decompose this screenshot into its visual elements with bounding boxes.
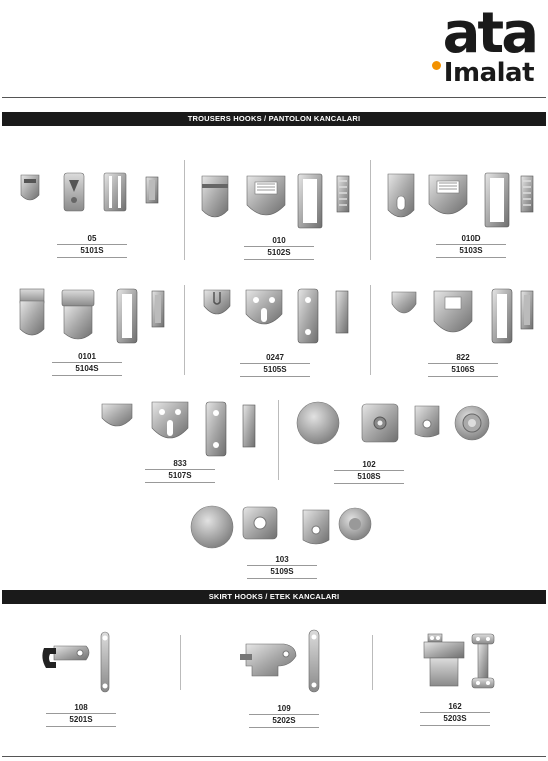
hook-010d-part [386, 172, 416, 222]
product-code: 5104S [52, 363, 122, 376]
product-label-010d [436, 233, 506, 258]
hook-833-slide-part [242, 404, 256, 448]
product-code: 5106S [428, 364, 498, 377]
model-number: 108 [46, 702, 116, 714]
model-number: 0101 [52, 351, 122, 363]
button-103-back-part [241, 505, 279, 541]
hook-833-eye-part [150, 400, 190, 446]
hook-0101-bar-part [116, 288, 138, 344]
product-code: 5203S [420, 713, 490, 726]
column-divider [184, 285, 185, 375]
button-102-back-part [358, 402, 402, 444]
column-divider [278, 400, 279, 480]
hook-05-part [18, 173, 42, 205]
model-number: 010D [436, 233, 506, 245]
model-number: 822 [428, 352, 498, 364]
button-102-clip-part [412, 404, 442, 440]
product-code: 5107S [145, 470, 215, 483]
model-number: 109 [249, 703, 319, 715]
skirt-hook-162-bar-part [470, 632, 496, 690]
product-label-833 [145, 458, 215, 483]
button-103-ring-part [338, 507, 372, 541]
button-102-cap-part [296, 401, 340, 445]
product-label-108 [46, 702, 116, 727]
hook-010d-eye-part [428, 174, 468, 220]
product-code: 5201S [46, 714, 116, 727]
column-divider [184, 160, 185, 260]
footer-divider [2, 756, 546, 757]
column-divider [180, 635, 181, 690]
product-label-102 [334, 459, 404, 484]
product-label-05 [57, 233, 127, 258]
hook-0101-part [18, 287, 46, 341]
hook-822-eye-part [432, 289, 474, 339]
button-103-clip-part [300, 508, 332, 548]
button-102-ring-part [454, 405, 490, 441]
hook-822-part [390, 290, 418, 320]
model-number: 05 [57, 233, 127, 245]
hook-010-slide-part [336, 175, 350, 213]
hook-833-part [100, 402, 134, 432]
skirt-hook-108-bar-part [98, 630, 112, 694]
brand-logo [426, 1, 536, 90]
hook-833-bar-part [205, 401, 227, 457]
skirt-hook-108-part [40, 642, 92, 672]
hook-05-eye-part [62, 172, 86, 212]
hook-822-slide-part [520, 290, 534, 330]
hook-0247-bar-part [297, 288, 319, 344]
model-number: 103 [247, 554, 317, 566]
skirt-hook-162-part [422, 632, 466, 694]
header-divider [2, 97, 546, 98]
logo-accent-dot [432, 61, 441, 70]
model-number: 162 [420, 701, 490, 713]
hook-010-eye-part [246, 175, 286, 221]
product-code: 5202S [249, 715, 319, 728]
product-label-0101 [52, 351, 122, 376]
hook-010d-slide-part [520, 175, 534, 213]
product-label-010 [244, 235, 314, 260]
column-divider [370, 285, 371, 375]
product-code: 5103S [436, 245, 506, 258]
product-label-103 [247, 554, 317, 579]
logo-wordmark: ata [442, 1, 536, 66]
hook-05-bar-part [103, 172, 127, 212]
hook-010d-bar-part [484, 172, 510, 228]
hook-0101-eye-part [60, 289, 96, 343]
hook-0247-slide-part [335, 290, 349, 334]
hook-822-bar-part [491, 288, 513, 344]
product-code: 5105S [240, 364, 310, 377]
hook-05-slide-part [145, 176, 159, 204]
column-divider [370, 160, 371, 260]
product-label-822 [428, 352, 498, 377]
product-code: 5101S [57, 245, 127, 258]
model-number: 102 [334, 459, 404, 471]
model-number: 0247 [240, 352, 310, 364]
hook-010-part [200, 174, 230, 222]
product-code: 5102S [244, 247, 314, 260]
model-number: 833 [145, 458, 215, 470]
product-code: 5108S [334, 471, 404, 484]
column-divider [372, 635, 373, 690]
button-103-cap-part [190, 505, 234, 549]
model-number: 010 [244, 235, 314, 247]
product-label-162 [420, 701, 490, 726]
product-label-0247 [240, 352, 310, 377]
product-label-109 [249, 703, 319, 728]
hook-0247-part [202, 288, 232, 322]
section-title-trousers-hooks: TROUSERS HOOKS / PANTOLON KANCALARI [2, 112, 546, 126]
hook-010-bar-part [297, 173, 323, 229]
product-code: 5109S [247, 566, 317, 579]
hook-0247-eye-part [244, 288, 284, 332]
section-title-skirt-hooks: SKIRT HOOKS / ETEK KANCALARI [2, 590, 546, 604]
logo-subtitle: Imalat [443, 58, 534, 88]
skirt-hook-109-part [238, 640, 300, 682]
hook-0101-slide-part [151, 290, 165, 328]
skirt-hook-109-bar-part [306, 628, 322, 694]
